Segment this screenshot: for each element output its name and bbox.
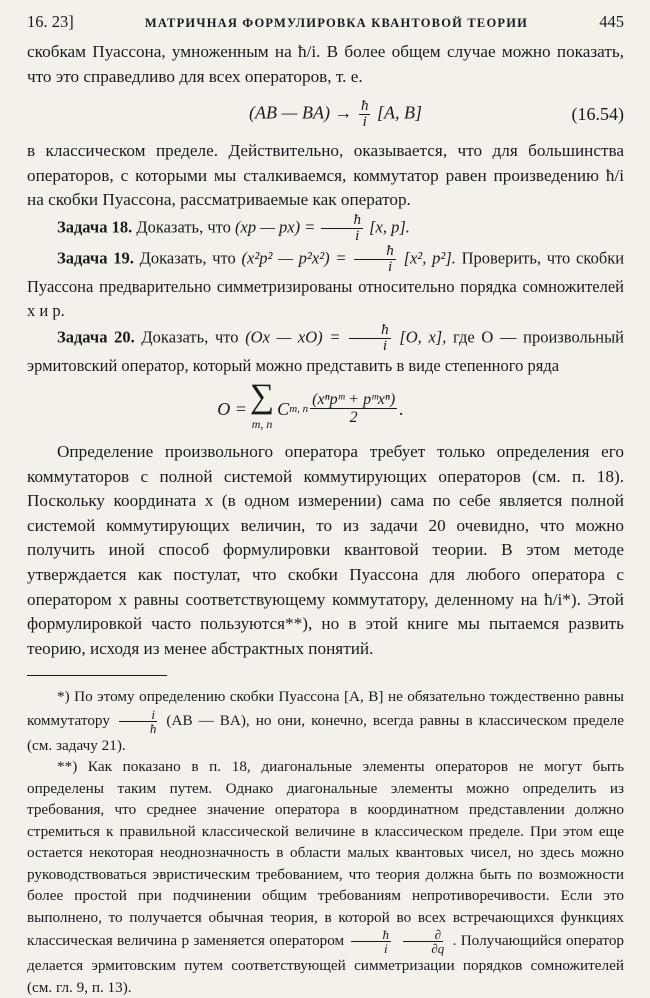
task-18-fraction bbox=[321, 213, 363, 244]
sum-coefficient: C bbox=[277, 398, 290, 419]
task-19-text: Доказать, что bbox=[139, 248, 236, 268]
paragraph-3: Определение произвольного оператора требует только определения его коммутаторов с полной системой коммутирующих операторов (см. п. 18). Поскольку координата x (в одном измерении) сама по себе является полной системой коммутирующих величин, то из задачи 20 очевидно, что можно получить иной способ формулировки квантовой теории. В этом методе утверждается как постулат, что скобки Пуассона для любого оператора с оператором x равны соответствующему коммутатору, деленному на ħ/i*). Этой формулировкой часто пользуются**), но в этой книге мы пытаемся развить теорию, исходя из менее абстрактных понятий. bbox=[27, 441, 624, 658]
task-19-frac-den: i bbox=[387, 258, 393, 275]
footnote-2-frac1-num: ħ bbox=[351, 928, 392, 942]
task-18-frac-num: ħ bbox=[321, 213, 363, 229]
sum-eq-left: O = bbox=[217, 398, 247, 419]
power-series-equation bbox=[27, 378, 624, 440]
footnote-1-part2: (AB — BA), но они, конечно, всегда равны в классическом пределе (см. задачу 21). bbox=[27, 711, 624, 754]
footnote-2-frac2-den: ∂q bbox=[431, 941, 445, 957]
task-19-rest: Проверить, что скобки Пуассона предварительно симметризированы относительно порядка сомножителей x и p. bbox=[27, 248, 625, 320]
task-20-rest: где O — произвольный эрмитовский оператор, который можно представить в виде степенного ряда bbox=[27, 327, 625, 375]
task-20-eq-left: (Ox — xO) = bbox=[245, 327, 341, 347]
page-header bbox=[27, 12, 624, 40]
task-18-text: Доказать, что bbox=[136, 217, 231, 237]
task-19 bbox=[27, 244, 624, 323]
task-18-eq-left: (xp — px) = bbox=[235, 217, 316, 237]
eq1-frac-den: i bbox=[362, 113, 367, 130]
task-20-text: Доказать, что bbox=[141, 327, 239, 347]
footnote-1-part1: *) По этому определению скобки Пуассона [A, B] не обязательно тождественно равны коммутатору bbox=[27, 688, 624, 729]
task-18-frac-den: i bbox=[355, 227, 360, 244]
page-number: 445 bbox=[599, 12, 624, 31]
task-19-eq-right: [x², p²]. bbox=[403, 248, 456, 268]
sum-coefficient-sub: m, n bbox=[289, 402, 309, 415]
task-20-frac-den: i bbox=[382, 337, 387, 354]
eq1-left: (AB — BA) → bbox=[249, 102, 353, 123]
task-19-eq-left: (x²p² — p²x²) = bbox=[241, 248, 347, 268]
paragraph-2: в классическом пределе. Действительно, оказывается, что для большинства операторов, с которыми мы сталкиваемся, коммутатор равен произведению ħ/i на скобки Пуассона, рассматриваемые как оператор. bbox=[27, 141, 624, 210]
eq1-frac-num: ħ bbox=[360, 97, 369, 114]
task-19-label: Задача 19. bbox=[57, 248, 134, 268]
footnote-1-frac-num: i bbox=[119, 708, 157, 722]
footnote-2-fraction-1 bbox=[351, 928, 392, 955]
eq1-right: [A, B] bbox=[376, 102, 422, 123]
equation-16-54 bbox=[27, 89, 624, 139]
task-19-frac-num: ħ bbox=[354, 244, 396, 260]
task-18-label: Задача 18. bbox=[57, 217, 133, 237]
footnote-1 bbox=[27, 686, 624, 756]
equation-number: (16.54) bbox=[571, 103, 624, 124]
task-20-fraction bbox=[349, 323, 391, 354]
footnote-1-frac-den: ħ bbox=[149, 720, 157, 736]
footnote-2-fraction-2 bbox=[399, 928, 446, 955]
task-20 bbox=[27, 323, 624, 378]
running-title: МАТРИЧНАЯ ФОРМУЛИРОВКА КВАНТОВОЙ ТЕОРИИ bbox=[144, 16, 529, 30]
footnote-2-part2: . Получающийся оператор делается эрмитовским путем соответствующей симметризации порядков сомножителей (см. гл. 9, п. 13). bbox=[27, 932, 625, 996]
footnote-1-fraction bbox=[118, 708, 159, 735]
main-text bbox=[27, 40, 624, 661]
footnote-2-frac1-den: i bbox=[383, 941, 388, 957]
eq1-fraction bbox=[359, 99, 371, 130]
sum-frac-den: 2 bbox=[349, 409, 358, 427]
paragraph-1: скобкам Пуассона, умноженным на ħ/i. В более общем случае можно показать, что это справедливо для всех операторов, т. е. bbox=[27, 42, 624, 86]
footnote-divider bbox=[27, 675, 167, 676]
task-20-eq-right: [O, x], bbox=[399, 327, 447, 347]
footnote-2-part1: **) Как показано в п. 18, диагональные элементы операторов не могут быть определены таким путем. Однако диагональные элементы можно определить из требования, что среднее значение оператора в координатном представлении должно стремиться к правильной классической величине в классическом пределе. При этом еще остается некоторая неоднозначность в области малых квантовых чисел, но здесь можно руководствоваться эвристическим требованием, что теория должна быть по возможности более простой при подчинении общим требованиям непротиворечивости. Если это выполнено, то получается обычная теория, в которой во всех встречающихся функциях классическая величина p заменяется оператором bbox=[27, 758, 624, 950]
task-19-fraction bbox=[354, 244, 396, 275]
sum-fraction bbox=[310, 391, 397, 426]
sum-frac-num: (xⁿpᵐ + pᵐxⁿ) bbox=[312, 391, 396, 409]
footnote-2 bbox=[27, 756, 624, 998]
task-20-label: Задача 20. bbox=[57, 327, 135, 347]
task-18-eq-right: [x, p]. bbox=[369, 217, 410, 237]
sum-symbol: ∑ m, n bbox=[250, 382, 274, 437]
footnotes bbox=[27, 686, 624, 998]
task-20-frac-num: ħ bbox=[349, 323, 391, 339]
task-18 bbox=[27, 213, 624, 244]
sum-eq-end: . bbox=[399, 398, 404, 419]
sum-subscript: m, n bbox=[251, 416, 273, 431]
section-ref: 16. 23] bbox=[27, 12, 74, 31]
footnote-2-frac2-num: ∂ bbox=[403, 928, 443, 942]
